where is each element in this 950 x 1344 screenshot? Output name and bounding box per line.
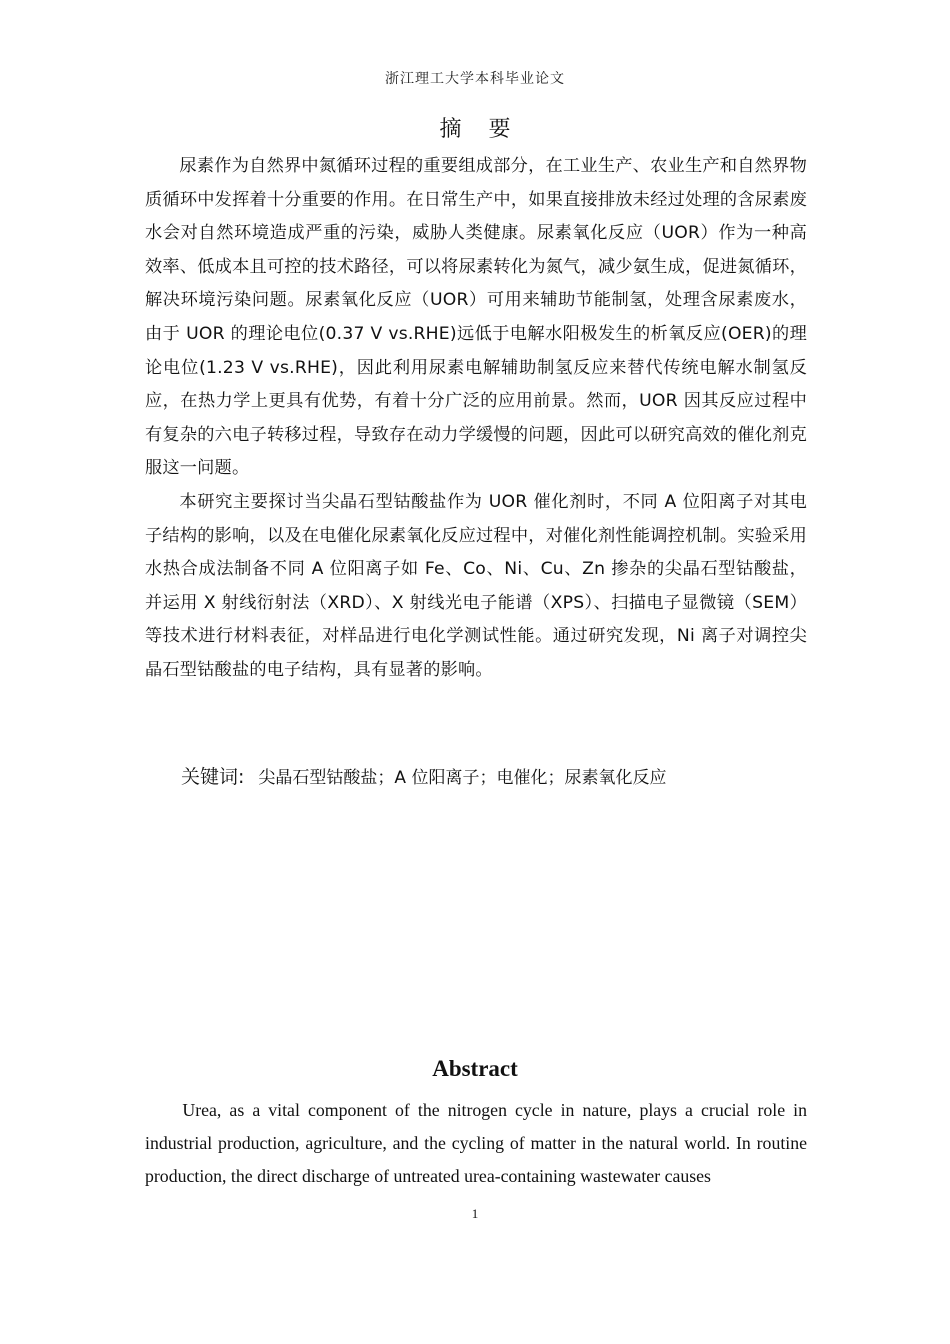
running-header: 浙江理工大学本科毕业论文	[385, 71, 565, 87]
english-abstract-title: Abstract	[432, 1056, 518, 1081]
keywords-list: 尖晶石型钴酸盐；A 位阳离子；电催化；尿素氧化反应	[258, 768, 667, 788]
english-abstract-body	[145, 1094, 807, 1194]
keywords-label: 关键词:	[181, 766, 245, 788]
english-abstract-paragraph: Urea, as a vital component of the nitrogen cycle in nature, plays a crucial role in industrial production, agriculture, and the cycling of matter in the natural world. In routine production, the direct discharge of untreated urea-containing wastewater causes	[145, 1100, 807, 1187]
chinese-abstract-title: 摘 要	[439, 117, 521, 142]
page-number: 1	[471, 1206, 479, 1221]
chinese-keywords	[181, 760, 666, 795]
chinese-abstract-paragraph: 尿素作为自然界中氮循环过程的重要组成部分，在工业生产、农业生产和自然界物质循环中发挥着十分重要的作用。在日常生产中，如果直接排放未经过处理的含尿素废水会对自然环境造成严重的污染，威胁人类健康。尿素氧化反应（UOR）作为一种高效率、低成本且可控的技术路径，可以将尿素转化为氮气，减少氨生成，促进氮循环，解决环境污染问题。尿素氧化反应（UOR）可用来辅助节能制氢，处理含尿素废水，由于 UOR 的理论电位(0.37 V vs.RHE)远低于电解水阳极发生的析氧反应(OER)的理论电位(1.23 V vs.RHE)，因此利用尿素电解辅助制氢反应来替代传统电解水制氢反应，在热力学上更具有优势，有着十分广泛的应用前景。然而，UOR 因其反应过程中有复杂的六电子转移过程，导致存在动力学缓慢的问题，因此可以研究高效的催化剂克服这一问题。	[145, 156, 807, 479]
chinese-abstract-paragraph: 本研究主要探讨当尖晶石型钴酸盐作为 UOR 催化剂时，不同 A 位阳离子对其电子结构的影响，以及在电催化尿素氧化反应过程中，对催化剂性能调控机制。实验采用水热合成法制备不同 A 位阳离子如 Fe、Co、Ni、Cu、Zn 掺杂的尖晶石型钴酸盐，并运用 X 射线衍射法（XRD）、X 射线光电子能谱（XPS）、扫描电子显微镜（SEM）等技术进行材料表征，对样品进行电化学测试性能。通过研究发现，Ni 离子对调控尖晶石型钴酸盐的电子结构，具有显著的影响。	[145, 491, 807, 680]
chinese-abstract-body	[145, 150, 807, 688]
